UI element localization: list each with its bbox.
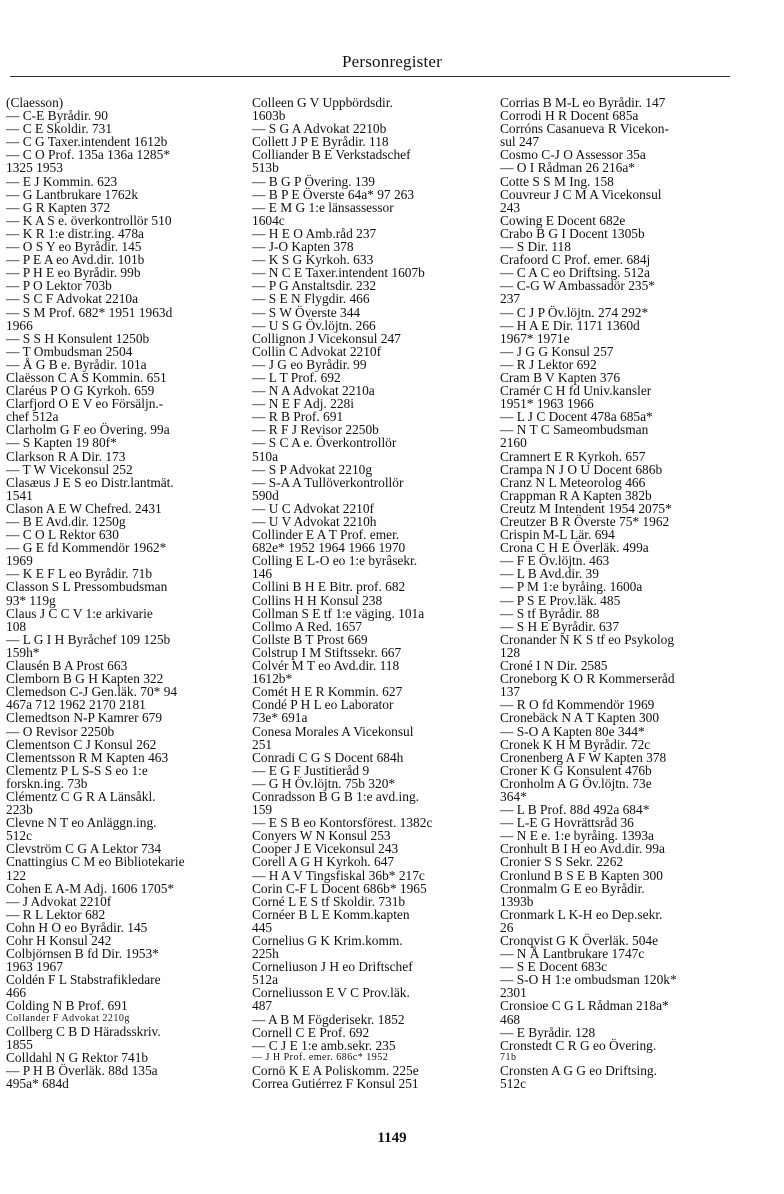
register-entry: — N T C Sameombudsman xyxy=(500,422,649,438)
register-entry: 1966 xyxy=(6,317,33,333)
register-entry: — L B Avd.dir. 39 xyxy=(500,566,599,582)
register-entry: Cornéer B L E Komm.kapten xyxy=(252,906,410,922)
register-entry: 364* xyxy=(500,788,527,804)
register-entry: Corné L E S tf Skoldir. 731b xyxy=(252,893,406,909)
register-entry: Crona C H E Överläk. 499a xyxy=(500,540,649,556)
register-entry: — K A S e. överkontrollör 510 xyxy=(6,212,172,228)
register-entry: Croner K G Konsulent 476b xyxy=(500,762,652,778)
register-entry: Clemborn B G H Kapten 322 xyxy=(6,671,164,687)
register-entry: 128 xyxy=(500,644,521,660)
register-entry: — B P E Överste 64a* 97 263 xyxy=(252,186,415,202)
register-entry: Cornö K E A Poliskomm. 225e xyxy=(252,1062,419,1078)
register-entry: — G E fd Kommendör 1962* xyxy=(6,540,167,556)
register-entry: — G Lantbrukare 1762k xyxy=(6,186,139,202)
register-entry: 1603b xyxy=(252,108,286,124)
register-entry: — N A Advokat 2210a xyxy=(252,383,375,399)
register-entry: 108 xyxy=(6,618,27,634)
register-entry: 466 xyxy=(6,985,27,1001)
register-entry: — C J E 1:e amb.sekr. 235 xyxy=(252,1037,396,1053)
register-entry: Clarfjord O E V eo Försäljn.- xyxy=(6,396,164,412)
register-entry: 159 xyxy=(252,802,273,818)
register-entry: — S C F Advokat 2210a xyxy=(6,291,139,307)
register-entry: — K R 1:e distr.ing. 478a xyxy=(6,225,144,241)
register-entry: Clevne N T eo Anläggn.ing. xyxy=(6,815,157,831)
register-entry: — N E e. 1:e byråing. 1393a xyxy=(500,828,654,844)
register-entry: Collinder E A T Prof. emer. xyxy=(252,527,400,543)
register-entry: — L G I H Byråchef 109 125b xyxy=(6,631,171,647)
register-entry: — E S B eo Kontorsförest. 1382c xyxy=(252,815,433,831)
register-entry: 223b xyxy=(6,802,33,818)
register-entry: — S S H Konsulent 1250b xyxy=(6,330,150,346)
register-entry: — E Byrådir. 128 xyxy=(500,1024,596,1040)
register-entry: Condé P H L eo Laborator xyxy=(252,697,394,713)
register-entry: Collini B H E Bitr. prof. 682 xyxy=(252,579,406,595)
register-entry: Clementz P L S-S S eo 1:e xyxy=(6,762,148,778)
register-entry: 73e* 691a xyxy=(252,710,308,726)
register-entry: Clarkson R A Dir. 173 xyxy=(6,448,126,464)
register-entry: — P O Lektor 703b xyxy=(6,278,112,294)
register-entry: — C O L Rektor 630 xyxy=(6,527,119,543)
register-entry: Collberg C B D Häradsskriv. xyxy=(6,1023,161,1039)
register-entry: Comét H E R Kommin. 627 xyxy=(252,684,403,700)
register-entry: — C A C eo Driftsing. 512a xyxy=(500,265,650,281)
register-entry: — S H E Byrådir. 637 xyxy=(500,618,620,634)
register-entry: Crispin M-L Lär. 694 xyxy=(500,527,615,543)
register-entry: — P G Anstaltsdir. 232 xyxy=(252,278,377,294)
register-entry: — N Å Lantbrukare 1747c xyxy=(500,946,645,962)
register-entry: 487 xyxy=(252,998,273,1014)
register-entry: — L B Prof. 88d 492a 684* xyxy=(500,802,650,818)
register-entry: Clasæus J E S eo Distr.lantmät. xyxy=(6,474,174,490)
register-entry: 71b xyxy=(500,1051,517,1063)
register-entry: Cronhult B I H eo Avd.dir. 99a xyxy=(500,841,665,857)
register-entry: Cohen E A-M Adj. 1606 1705* xyxy=(6,880,175,896)
register-entry: — N C E Taxer.intendent 1607b xyxy=(252,265,425,281)
register-entry: Cronek K H M Byrådir. 72c xyxy=(500,736,651,752)
register-entry: — U S G Öv.löjtn. 266 xyxy=(252,317,376,333)
register-entry: chef 512a xyxy=(6,409,59,425)
register-entry: — Å G B e. Byrådir. 101a xyxy=(6,356,147,372)
header-rule xyxy=(10,76,730,77)
register-entry: Cronmark L K-H eo Dep.sekr. xyxy=(500,906,663,922)
register-entry: Cotte S S M Ing. 158 xyxy=(500,173,614,189)
register-entry: — C J P Öv.löjtn. 274 292* xyxy=(500,304,649,320)
register-entry: Crampa N J O U Docent 686b xyxy=(500,461,663,477)
register-entry: Colldahl N G Rektor 741b xyxy=(6,1049,149,1065)
register-column-3 xyxy=(500,96,732,1090)
register-entry: 251 xyxy=(252,736,273,752)
register-entry: Creutz M Intendent 1954 2075* xyxy=(500,500,672,516)
register-entry: — S E N Flygdir. 466 xyxy=(252,291,370,307)
register-entry: Clevström C G A Lektor 734 xyxy=(6,841,162,857)
register-entry: sul 247 xyxy=(500,134,540,150)
register-entry: Cosmo C-J O Assessor 35a xyxy=(500,147,646,163)
register-entry: — P S E Prov.läk. 485 xyxy=(500,592,621,608)
register-entry: Collman S E tf 1:e väging. 101a xyxy=(252,605,425,621)
register-entry: — J H Prof. emer. 686c* 1952 xyxy=(252,1051,389,1063)
register-entry: — H A E Dir. 1171 1360d xyxy=(500,317,640,333)
register-entry: 467a 712 1962 2170 2181 xyxy=(6,697,146,713)
register-entry: — P E A eo Avd.dir. 101b xyxy=(6,252,145,268)
register-entry: 468 xyxy=(500,1011,521,1027)
register-entry: Clemedtson N-P Kamrer 679 xyxy=(6,710,163,726)
register-entry: — R J Lektor 692 xyxy=(500,356,597,372)
register-entry: — L-E G Hovrättsråd 36 xyxy=(500,815,634,831)
register-entry: 1393b xyxy=(500,893,534,909)
register-entry: — S-O H 1:e ombudsman 120k* xyxy=(500,972,677,988)
register-entry: Cronebäck N A T Kapten 300 xyxy=(500,710,660,726)
register-entry: 2301 xyxy=(500,985,527,1001)
register-entry: — P H B Överläk. 88d 135a xyxy=(6,1062,158,1078)
register-entry: 590d xyxy=(252,487,279,503)
register-entry: Cronsioe C G L Rådman 218a* xyxy=(500,998,669,1014)
register-entry: Cornell C E Prof. 692 xyxy=(252,1024,370,1040)
register-entry: — B E Avd.dir. 1250g xyxy=(6,514,126,529)
register-entry: 512c xyxy=(500,1075,527,1091)
register-entry: — S G A Advokat 2210b xyxy=(252,121,387,137)
register-entry: — S Kapten 19 80f* xyxy=(6,435,117,451)
register-entry: Cram B V Kapten 376 xyxy=(500,369,621,385)
register-entry: — S E Docent 683c xyxy=(500,959,608,975)
register-entry: Creutzer B R Överste 75* 1962 xyxy=(500,514,670,529)
register-entry: — S P Advokat 2210g xyxy=(252,461,373,477)
register-entry: — O Revisor 2250b xyxy=(6,723,115,739)
register-entry: Claësson C A S Kommin. 651 xyxy=(6,369,167,385)
register-entry: Conradi C G S Docent 684h xyxy=(252,749,404,765)
register-entry: Collins H H Konsul 238 xyxy=(252,592,383,608)
register-entry: Cronholm A G Öv.löjtn. 73e xyxy=(500,775,652,791)
register-entry: — C O Prof. 135a 136a 1285* xyxy=(6,147,171,163)
register-entry: Coldén F L Stabstrafikledare xyxy=(6,972,161,988)
register-entry: Conyers W N Konsul 253 xyxy=(252,828,391,844)
register-entry: — S-A A Tullöverkontrollör xyxy=(252,474,404,490)
register-entry: Cronsten A G G eo Driftsing. xyxy=(500,1062,657,1078)
register-entry: — S tf Byrådir. 88 xyxy=(500,605,600,621)
register-entry: Cornelius G K Krim.komm. xyxy=(252,933,403,948)
register-entry: 682e* 1952 1964 1966 1970 xyxy=(252,540,406,556)
register-entry: Corrodi H R Docent 685a xyxy=(500,108,639,124)
register-entry: Collignon J Vicekonsul 247 xyxy=(252,330,401,346)
register-entry: — G H Öv.löjtn. 75b 320* xyxy=(252,775,396,791)
register-entry: 510a xyxy=(252,448,279,464)
register-entry: Cronlund B S E B Kapten 300 xyxy=(500,867,663,883)
register-entry: 2160 xyxy=(500,435,527,451)
register-entry: — R B Prof. 691 xyxy=(252,409,344,425)
register-entry: Conradsson B G B 1:e avd.ing. xyxy=(252,788,420,804)
register-entry: (Claesson) xyxy=(6,95,64,110)
register-entry: Cronstedt C R G eo Övering. xyxy=(500,1037,657,1053)
register-entry: Colliander B E Verkstadschef xyxy=(252,147,411,163)
register-entry: — N E F Adj. 228i xyxy=(252,396,354,412)
register-entry: — U C Advokat 2210f xyxy=(252,500,374,516)
register-entry: — L J C Docent 478a 685a* xyxy=(500,409,653,425)
register-entry: — H E O Amb.råd 237 xyxy=(252,225,377,241)
page-title: Personregister xyxy=(341,52,443,71)
register-entry: — J G eo Byrådir. 99 xyxy=(252,356,367,372)
register-entry: Clementson C J Konsul 262 xyxy=(6,736,157,752)
register-entry: — J Advokat 2210f xyxy=(6,893,112,909)
register-entry: 1967* 1971e xyxy=(500,330,570,346)
register-entry: — G R Kapten 372 xyxy=(6,199,111,215)
register-entry: — O I Rådman 26 216a* xyxy=(500,160,635,176)
register-entry: Cronmalm G E eo Byrådir. xyxy=(500,880,645,896)
register-entry: 122 xyxy=(6,867,27,883)
register-entry: 1612b* xyxy=(252,671,293,687)
register-entry: — P M 1:e byråing. 1600a xyxy=(500,579,643,595)
register-entry: 1604c xyxy=(252,212,285,228)
register-entry: Cronenberg A F W Kapten 378 xyxy=(500,749,667,765)
register-entry: Crabo B G I Docent 1305b xyxy=(500,225,645,241)
register-entry: — S M Prof. 682* 1951 1963d xyxy=(6,304,173,320)
page-number: 1149 xyxy=(377,1130,407,1146)
register-entry: Crappman R A Kapten 382b xyxy=(500,487,652,503)
register-entry: Cranz N L Meteorolog 466 xyxy=(500,474,646,490)
register-entry: — T W Vicekonsul 252 xyxy=(6,461,133,477)
register-entry: 512c xyxy=(6,828,33,844)
register-entry: Colvér M T eo Avd.dir. 118 xyxy=(252,658,400,674)
register-entry: Collste B T Prost 669 xyxy=(252,631,368,647)
register-entry: — F E Öv.löjtn. 463 xyxy=(500,553,610,569)
register-entry: 1325 1953 xyxy=(6,160,63,176)
register-entry: — R F J Revisor 2250b xyxy=(252,422,379,438)
register-entry: — J-O Kapten 378 xyxy=(252,239,354,255)
register-entry: — E M G 1:e länsassessor xyxy=(252,199,394,215)
register-entry: Corneliusson E V C Prov.läk. xyxy=(252,985,410,1001)
register-entry: Crafoord C Prof. emer. 684j xyxy=(500,252,651,268)
register-entry: Colding N B Prof. 691 xyxy=(6,998,128,1014)
register-entry: Cooper J E Vicekonsul 243 xyxy=(252,841,399,857)
register-entry: Clémentz C G R A Länsåkl. xyxy=(6,788,156,804)
register-entry: — B G P Övering. 139 xyxy=(252,173,375,189)
register-entry: Collett J P E Byrådir. 118 xyxy=(252,134,389,150)
register-entry: Cronander N K S tf eo Psykolog xyxy=(500,631,675,647)
register-entry: Croné I N Dir. 2585 xyxy=(500,658,608,674)
register-entry: Claus J C C V 1:e arkivarie xyxy=(6,605,153,621)
register-entry: Colstrup I M Stiftssekr. 667 xyxy=(252,644,402,660)
register-entry: Cronier S S Sekr. 2262 xyxy=(500,854,624,870)
register-entry: Cowing E Docent 682e xyxy=(500,212,626,228)
register-entry: 159h* xyxy=(6,644,40,660)
register-entry: 1855 xyxy=(6,1036,33,1052)
register-entry: Colling E L-O eo 1:e byrâsekr. xyxy=(252,553,418,569)
register-column-1 xyxy=(6,96,240,1090)
register-entry: Corell A G H Kyrkoh. 647 xyxy=(252,854,395,870)
register-entry: Clason A E W Chefred. 2431 xyxy=(6,500,162,516)
register-entry: — L T Prof. 692 xyxy=(252,369,341,385)
register-entry: forskn.ing. 73b xyxy=(6,775,88,791)
register-entry: — C-G W Ambassadör 235* xyxy=(500,278,655,294)
register-entry: 146 xyxy=(252,566,273,582)
register-entry: Corróns Casanueva R Vicekon- xyxy=(500,121,669,137)
register-entry: 445 xyxy=(252,919,273,935)
register-entry: Croneborg K O R Kommerseråd xyxy=(500,671,675,687)
register-entry: 26 xyxy=(500,919,514,935)
register-entry: — C E Skoldir. 731 xyxy=(6,121,113,137)
register-entry: — S W Överste 344 xyxy=(252,304,361,320)
register-entry: — E J Kommin. 623 xyxy=(6,173,118,189)
register-entry: 225h xyxy=(252,946,279,962)
register-entry: Couvreur J C M A Vicekonsul xyxy=(500,186,662,202)
register-entry: Clausén B A Prost 663 xyxy=(6,658,128,674)
register-entry: Cohr H Konsul 242 xyxy=(6,933,112,948)
register-entry: Cramér C H fd Univ.kansler xyxy=(500,383,652,399)
register-entry: — A B M Fögderisekr. 1852 xyxy=(252,1011,405,1027)
register-entry: Claréus P O G Kyrkoh. 659 xyxy=(6,383,155,399)
register-entry: — K S G Kyrkoh. 633 xyxy=(252,252,374,268)
register-entry: 495a* 684d xyxy=(6,1075,69,1091)
register-entry: — E G F Justitieråd 9 xyxy=(252,762,370,778)
register-entry: Cohn H O eo Byrådir. 145 xyxy=(6,919,148,935)
register-entry: Colleen G V Uppbördsdir. xyxy=(252,95,393,110)
register-entry: Colbjörnsen B fd Dir. 1953* xyxy=(6,946,159,962)
register-entry: 512a xyxy=(252,972,279,988)
register-entry: Correa Gutiérrez F Konsul 251 xyxy=(252,1075,419,1091)
register-entry: — P H E eo Byrådir. 99b xyxy=(6,265,141,281)
register-entry: — C-E Byrådir. 90 xyxy=(6,108,108,124)
register-entry: Cnattingius C M eo Bibliotekarie xyxy=(6,854,185,870)
register-entry: — S Dir. 118 xyxy=(500,239,571,255)
register-entry: — C G Taxer.intendent 1612b xyxy=(6,134,168,150)
register-entry: 93* 119g xyxy=(6,592,56,608)
register-entry: — S C A e. Överkontrollör xyxy=(252,435,397,451)
register-entry: 513b xyxy=(252,160,279,176)
register-entry: 1541 xyxy=(6,487,33,503)
register-entry: 243 xyxy=(500,199,521,215)
register-entry: — R O fd Kommendör 1969 xyxy=(500,697,655,713)
register-entry: — T Ombudsman 2504 xyxy=(6,343,133,359)
register-entry: Collin C Advokat 2210f xyxy=(252,343,382,359)
register-entry: Clemedson C-J Gen.läk. 70* 94 xyxy=(6,684,178,700)
register-entry: — U V Advokat 2210h xyxy=(252,514,377,529)
register-entry: Clarholm G F eo Övering. 99a xyxy=(6,422,170,438)
register-entry: — J G G Konsul 257 xyxy=(500,343,614,359)
register-entry: Corrias B M-L eo Byrådir. 147 xyxy=(500,95,666,110)
register-column-2 xyxy=(252,96,490,1090)
register-entry: Corin C-F L Docent 686b* 1965 xyxy=(252,880,427,896)
register-entry: 1969 xyxy=(6,553,33,569)
register-entry: Classon S L Pressombudsman xyxy=(6,579,168,595)
register-entry: 137 xyxy=(500,684,521,700)
register-entry: — K E F L eo Byrådir. 71b xyxy=(6,566,153,582)
register-entry: Corneliuson J H eo Driftschef xyxy=(252,959,413,975)
register-entry: 237 xyxy=(500,291,521,307)
register-entry: Collmo A Red. 1657 xyxy=(252,618,363,634)
register-entry: Clementsson R M Kapten 463 xyxy=(6,749,169,765)
register-entry: — R L Lektor 682 xyxy=(6,906,106,922)
register-entry: Cronqvist G K Överläk. 504e xyxy=(500,933,659,948)
register-entry: 1963 1967 xyxy=(6,959,63,975)
register-entry: Collander F Advokat 2210g xyxy=(6,1012,130,1024)
register-entry: Cramnert E R Kyrkoh. 657 xyxy=(500,448,646,464)
register-entry: — S-O A Kapten 80e 344* xyxy=(500,723,645,739)
register-entry: Conesa Morales A Vicekonsul xyxy=(252,723,414,739)
register-entry: — H A V Tingsfiskal 36b* 217c xyxy=(252,867,425,883)
register-entry: 1951* 1963 1966 xyxy=(500,396,594,412)
register-entry: — O S Y eo Byrådir. 145 xyxy=(6,239,142,255)
